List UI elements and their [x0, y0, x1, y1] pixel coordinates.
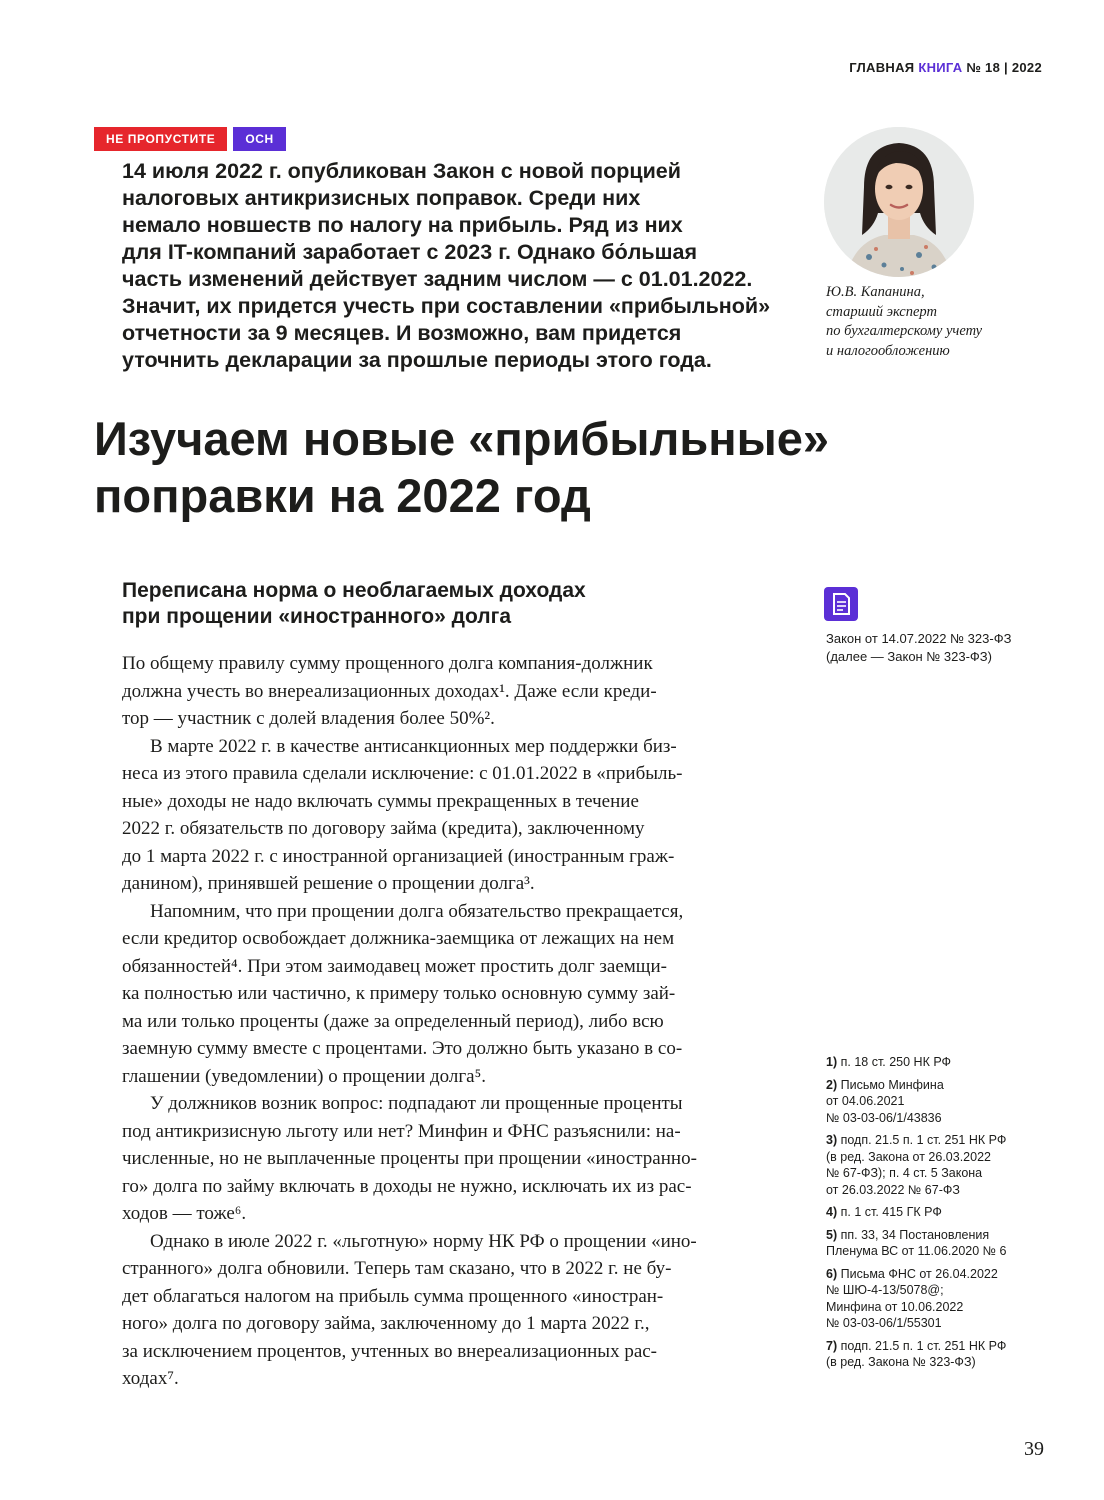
masthead [849, 60, 1042, 75]
footnote [826, 1266, 1066, 1332]
body-line: данином), принявшей решение о прощении долга³. [122, 873, 535, 894]
title-line: Изучаем новые «прибыльные» [94, 412, 830, 465]
law-note-line: (далее — Закон № 323-ФЗ) [826, 649, 992, 664]
footnotes [826, 1054, 1066, 1377]
lead-line: налоговых антикризисных поправок. Среди них [122, 186, 641, 210]
masthead-issue: № 18 | 2022 [962, 60, 1042, 75]
body-line: Напомним, что при прощении долга обязательство прекращается, [150, 900, 684, 922]
body-line: обязанностей⁴. При этом заимодавец может простить долг заемщи- [122, 955, 667, 977]
lead-line: уточнить декларации за прошлые периоды этого года. [122, 348, 712, 372]
footnote-text: Письма ФНС от 26.04.2022 [837, 1266, 998, 1281]
tag-osn: ОСН [233, 127, 285, 151]
footnote-text: подп. 21.5 п. 1 ст. 251 НК РФ [837, 1338, 1007, 1353]
title-line: поправки на 2022 год [94, 469, 591, 522]
body-line: под антикризисную льготу или нет? Минфин и ФНС разъяснили: на- [122, 1120, 681, 1142]
lead-paragraph [122, 158, 782, 374]
lead-line: для IT-компаний заработает с 2023 г. Однако бо́льшая [122, 240, 698, 264]
footnote-text: (в ред. Закона от 26.03.2022 [826, 1149, 991, 1164]
footnote [826, 1204, 1066, 1221]
footnote [826, 1077, 1066, 1127]
footnote-text: № 67-ФЗ); п. 4 ст. 5 Закона [826, 1166, 983, 1180]
footnote-number: 3) [826, 1133, 838, 1147]
footnote-text: от 04.06.2021 [826, 1094, 905, 1108]
body-line: ного» долга по договору займа, заключенному до 1 марта 2022 г., [122, 1313, 650, 1334]
body-line: глашении (уведомлении) о прощении долга⁵. [122, 1065, 486, 1087]
footnote-text: № ШЮ-4-13/5078@; [826, 1283, 944, 1297]
body-line: В марте 2022 г. в качестве антисанкционных мер поддержки биз- [150, 735, 677, 757]
section-heading [122, 578, 586, 630]
footnote-number: 1) [826, 1055, 838, 1069]
tag-row [94, 127, 286, 151]
section-heading-line: Переписана норма о необлагаемых доходах [122, 579, 586, 602]
body-line: заемную сумму вместе с процентами. Это должно быть указано в со- [122, 1038, 683, 1059]
lead-line: 14 июля 2022 г. опубликован Закон с новой порцией [122, 159, 681, 183]
footnote-text: Минфина от 10.06.2022 [826, 1299, 964, 1314]
footnote-text: Письмо Минфина [837, 1077, 944, 1092]
body-line: 2022 г. обязательств по договору займа (кредита), заключенному [122, 818, 645, 839]
footnote-text: подп. 21.5 п. 1 ст. 251 НК РФ [837, 1133, 1007, 1147]
footnote-text: (в ред. Закона № 323-ФЗ) [826, 1355, 976, 1369]
body-line: го» долга по займу включать в доходы не нужно, исключать их из рас- [122, 1175, 692, 1197]
author-portrait-icon [824, 127, 974, 277]
article-title [94, 410, 829, 524]
body-line: По общему правилу сумму прощенного долга компания-должник [122, 653, 653, 674]
body-line: ка полностью или частично, к примеру только основную сумму зай- [122, 983, 676, 1004]
article-body [122, 650, 774, 1393]
body-line: до 1 марта 2022 г. с иностранной организацией (иностранным граж- [122, 845, 675, 867]
footnote-number: 2) [826, 1077, 838, 1092]
footnote-number: 5) [826, 1227, 838, 1242]
body-line: неса из этого правила сделали исключение: с 01.01.2022 в «прибыль- [122, 763, 683, 784]
footnote-number: 6) [826, 1266, 838, 1281]
author-avatar [824, 127, 974, 277]
body-line: ходах⁷. [122, 1368, 179, 1389]
body-line: тор — участник с долей владения более 50%². [122, 708, 495, 729]
author-name: Ю.В. Капанина, [826, 284, 925, 300]
body-line: дет облагаться налогом на прибыль сумма прощенного «иностран- [122, 1285, 664, 1307]
document-icon [824, 587, 858, 621]
law-note-line: Закон от 14.07.2022 № 323-ФЗ [826, 631, 1012, 646]
footnote-text: от 26.03.2022 № 67-ФЗ [826, 1182, 960, 1197]
page-number: 39 [1024, 1438, 1044, 1460]
body-line: У должников возник вопрос: подпадают ли прощенные проценты [150, 1093, 683, 1114]
footnote-text: пп. 33, 34 Постановления [837, 1227, 990, 1242]
lead-line: отчетности за 9 месяцев. И возможно, вам придется [122, 321, 682, 345]
author-role: по бухгалтерскому учету [826, 323, 983, 339]
tag-dont-miss: НЕ ПРОПУСТИТЕ [94, 127, 227, 151]
section-heading-line: при прощении «иностранного» долга [122, 605, 512, 628]
footnote [826, 1054, 1066, 1071]
footnote-text: № 03-03-06/1/43836 [826, 1110, 942, 1125]
footnote [826, 1227, 1066, 1260]
footnote-text: Пленума ВС от 11.06.2020 № 6 [826, 1244, 1007, 1258]
footnote-number: 7) [826, 1338, 838, 1353]
body-line: ма или только проценты (даже за определенный период), либо всю [122, 1010, 664, 1032]
footnote-number: 4) [826, 1205, 838, 1219]
body-line: ные» доходы не надо включать суммы прекращенных в течение [122, 790, 639, 812]
body-line: Однако в июле 2022 г. «льготную» норму НК РФ о прощении «ино- [150, 1230, 697, 1252]
lead-line: часть изменений действует задним числом — с 01.01.2022. [122, 267, 753, 291]
footnote [826, 1132, 1066, 1198]
footnote [826, 1338, 1066, 1371]
body-line: должна учесть во внереализационных доходах¹. Даже если креди- [122, 680, 657, 702]
masthead-name: ГЛАВНАЯ [849, 60, 919, 75]
footnote-text: п. 18 ст. 250 НК РФ [837, 1055, 952, 1069]
body-line: ходов — тоже⁶. [122, 1203, 247, 1224]
footnote-text: № 03-03-06/1/55301 [826, 1316, 942, 1330]
lead-line: немало новшеств по налогу на прибыль. Ряд из них [122, 213, 683, 237]
author-role: и налогообложению [826, 342, 950, 359]
body-line: если кредитор освобождает должника-заемщика от лежащих на нем [122, 928, 675, 949]
law-reference-note [826, 630, 1011, 666]
masthead-name-accent: КНИГА [918, 60, 963, 75]
body-line: за исключением процентов, учтенных во внереализационных рас- [122, 1340, 658, 1362]
footnote-text: п. 1 ст. 415 ГК РФ [837, 1205, 942, 1219]
author-caption [826, 283, 982, 361]
body-line: численные, но не выплаченные проценты при прощении «иностранно- [122, 1148, 697, 1169]
lead-line: Значит, их придется учесть при составлении «прибыльной» [122, 294, 771, 318]
author-role: старший эксперт [826, 303, 937, 320]
body-line: странного» долга обновили. Теперь там сказано, что в 2022 г. не бу- [122, 1258, 672, 1279]
